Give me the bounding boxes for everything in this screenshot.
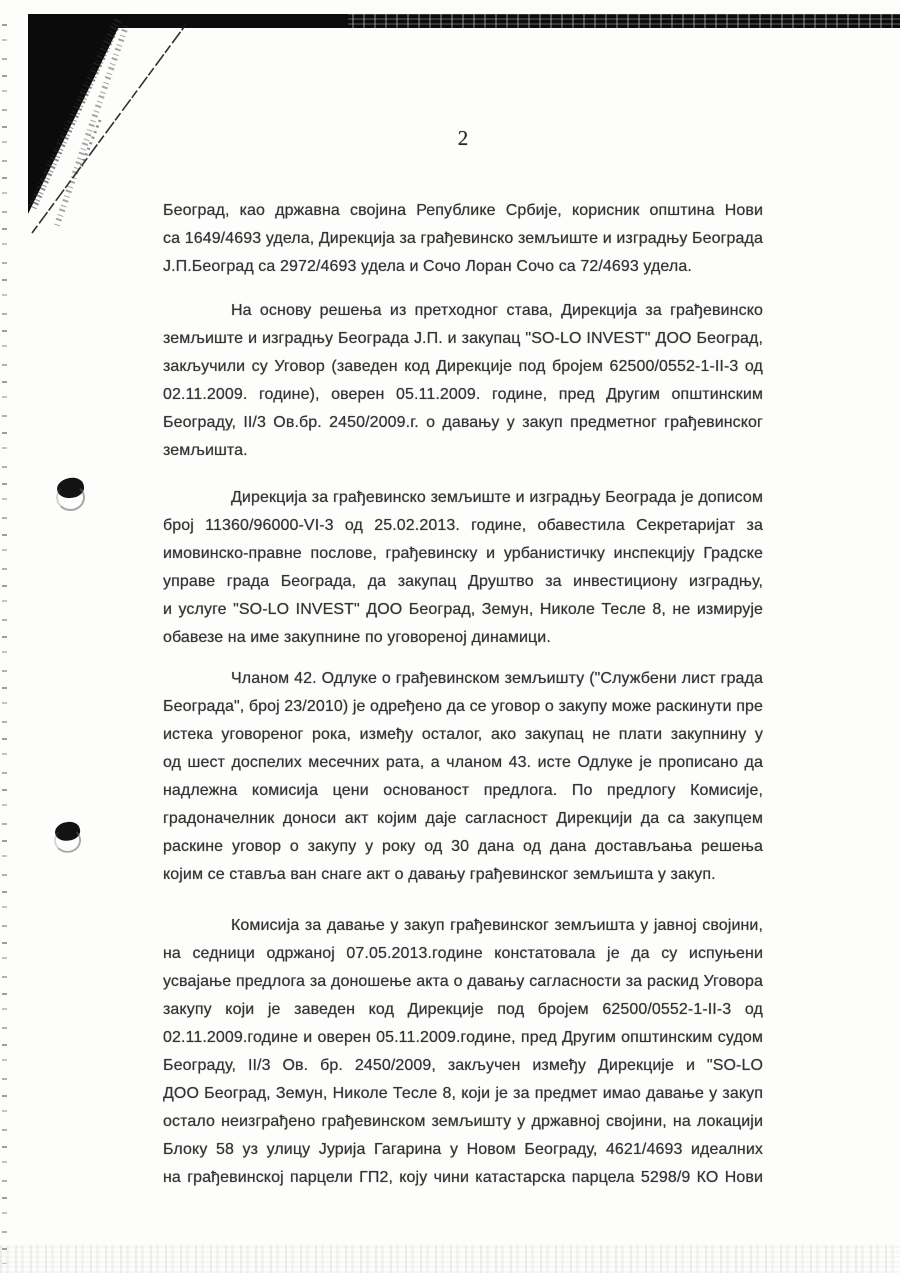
text-line: ДОО Београд, Земун, Николе Тесле 8, који је за предмет имао давање у закуп — [163, 1085, 763, 1102]
text-line: раскине уговор о закупу у року од 30 дана од дана достављања решења — [163, 838, 763, 855]
scan-artifact-bottom-noise-band — [0, 1245, 900, 1273]
text-line: имовинско-правне послове, грађевинску и урбанистичку инспекцију Градске — [163, 545, 763, 562]
text-line: број 11360/96000-VI-3 од 25.02.2013. године, обавестила Секретаријат за — [163, 517, 763, 534]
text-line: од шест доспелих месечних рата, а чланом 43. исте Одлуке је прописано да — [163, 754, 763, 771]
text-line: градоначелник доноси акт којим даје сагласност Дирекцији да са закупцем — [163, 810, 763, 827]
scan-artifact-left-edge-marks — [2, 24, 7, 1264]
text-line: остало неизграђено грађевинском земљишту у државној својини, на локацији — [163, 1113, 763, 1130]
text-line: Блоку 58 уз улицу Јурија Гагарина у Новом Београду, 4621/4693 идеалних — [163, 1141, 763, 1158]
text-line: обавезе на име закупнине по уговореној динамици. — [163, 629, 551, 646]
text-line: На основу решења из претходног става, Дирекција за грађевинско — [231, 302, 763, 319]
text-line: земљишта. — [163, 442, 248, 459]
text-line: Комисија за давање у закуп грађевинског земљишта у јавној својини, — [231, 917, 763, 934]
text-line: Београду, II/3 Ов. бр. 2450/2009, закључен између Дирекције и "SO-LO — [163, 1057, 763, 1074]
text-line: управе града Београда, да закупац Друштво за инвестициону изградњу, — [163, 573, 763, 590]
text-line: закупу који је заведен код Дирекције под бројем 62500/0552-1-II-3 од — [163, 1001, 763, 1018]
text-line: Београду, II/3 Ов.бр. 2450/2009.г. о давању у закуп предметног грађевинског — [163, 414, 763, 431]
paragraph-3 — [163, 484, 763, 652]
text-line: 02.11.2009.године и оверен 05.11.2009.године, пред Другим општинским судом — [163, 1029, 763, 1046]
text-line: 02.11.2009. године), оверен 05.11.2009. године, пред Другим општинским — [163, 386, 763, 403]
text-line: Чланом 42. Одлуке о грађевинском земљишту ("Службени лист града — [231, 670, 763, 687]
page-number: 2 — [457, 126, 469, 150]
paragraph-1 — [163, 197, 763, 281]
text-line: закључили су Уговор (заведен код Дирекције под бројем 62500/0552-1-II-3 од — [163, 358, 763, 375]
text-line: истека уговореног рока, између осталог, ако закупац не плати закупнину у — [163, 726, 763, 743]
paragraph-4 — [163, 665, 763, 889]
text-line: Ј.П.Београд са 2972/4693 удела и Сочо Лоран Сочо са 72/4693 удела. — [163, 258, 692, 275]
text-line: на седници одржаној 07.05.2013.године констатовала је да су испуњени — [163, 945, 763, 962]
paragraph-2 — [163, 297, 763, 465]
text-line: надлежна комисија цени основаност предлога. По предлогу Комисије, — [163, 782, 763, 799]
text-line: земљиште и изградњу Београда Ј.П. и закупац "SO-LO INVEST" ДОО Београд, — [163, 330, 763, 347]
text-line: и услуге "SO-LO INVEST" ДОО Београд, Земун, Николе Тесле 8, не измирује — [163, 601, 763, 618]
text-line: на грађевинској парцели ГП2, коју чини катастарска парцела 5298/9 КО Нови — [163, 1169, 763, 1186]
hole-punch-mark-bottom — [52, 820, 84, 853]
hole-punch-ring — [56, 484, 85, 511]
hole-punch-mark-top — [54, 476, 88, 512]
text-line: Дирекција за грађевинско земљиште и изградњу Београда је дописом — [231, 489, 763, 506]
text-line: Београда", број 23/2010) је одређено да се уговор о закупу може раскинути пре — [163, 698, 763, 715]
paragraph-5 — [163, 912, 763, 1192]
text-line: са 1649/4693 удела, Дирекција за грађевинско земљиште и изградњу Београда — [163, 230, 763, 247]
hole-punch-ring — [54, 828, 81, 853]
text-line: усвајање предлога за доношење акта о давању сагласности за раскид Уговора — [163, 973, 763, 990]
text-line: Београд, као државна својина Републике Србије, корисник општина Нови — [163, 202, 763, 219]
text-line: којим се ставља ван снаге акт о давању грађевинског земљишта у закуп. — [163, 866, 716, 883]
